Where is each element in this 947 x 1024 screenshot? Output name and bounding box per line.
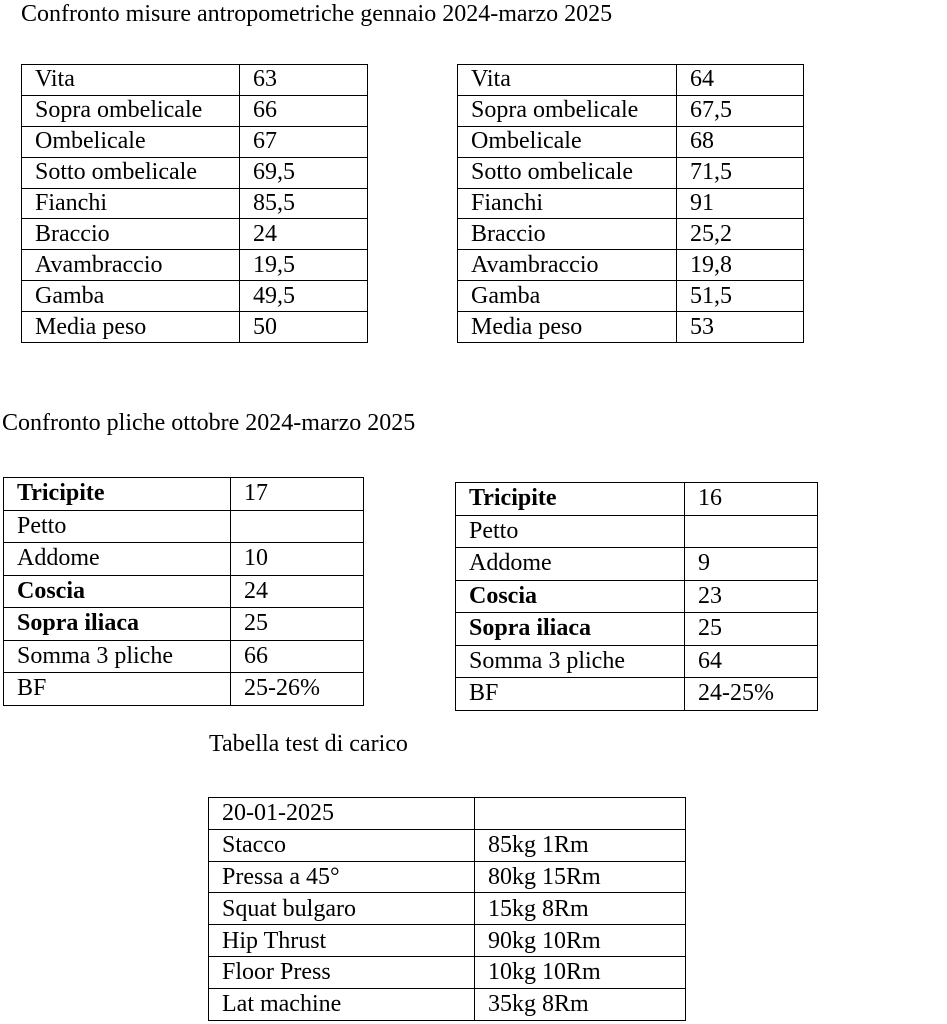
row-value: 51,5	[677, 281, 804, 312]
row-value: 19,5	[240, 250, 368, 281]
row-value: 66	[240, 95, 368, 126]
row-label: Coscia	[4, 575, 231, 608]
table-row	[209, 925, 686, 957]
table-row	[22, 312, 368, 343]
row-label: Ombelicale	[458, 126, 677, 157]
table-row	[22, 95, 368, 126]
row-label: Ombelicale	[22, 126, 240, 157]
row-value: 10kg 10Rm	[475, 956, 686, 988]
table-row	[22, 157, 368, 188]
row-value: 35kg 8Rm	[475, 988, 686, 1020]
table-row	[22, 250, 368, 281]
table-row	[458, 95, 804, 126]
row-label: Media peso	[458, 312, 677, 343]
row-value: 90kg 10Rm	[475, 925, 686, 957]
table-row	[4, 608, 364, 641]
table-row	[458, 281, 804, 312]
row-value: 19,8	[677, 250, 804, 281]
table-row	[458, 65, 804, 96]
row-label: Stacco	[209, 829, 475, 861]
row-label: Braccio	[22, 219, 240, 250]
table-row	[4, 478, 364, 511]
table-row	[458, 157, 804, 188]
table-row	[209, 798, 686, 830]
row-value: 25-26%	[231, 673, 364, 706]
row-label: Addome	[4, 543, 231, 576]
row-label: Somma 3 pliche	[456, 645, 685, 678]
skinfolds-table-oct-2024	[3, 477, 364, 706]
row-value: 68	[677, 126, 804, 157]
table-row	[22, 219, 368, 250]
load-test-table	[208, 797, 686, 1021]
row-value: 24	[240, 219, 368, 250]
row-value	[475, 798, 686, 830]
table-row	[4, 575, 364, 608]
row-value: 85,5	[240, 188, 368, 219]
row-label: Tricipite	[4, 478, 231, 511]
row-value: 10	[231, 543, 364, 576]
row-label: Sopra iliaca	[456, 613, 685, 646]
row-label: Media peso	[22, 312, 240, 343]
row-value: 53	[677, 312, 804, 343]
row-value: 64	[685, 645, 818, 678]
row-label: Hip Thrust	[209, 925, 475, 957]
table-row	[209, 829, 686, 861]
row-label: Sotto ombelicale	[22, 157, 240, 188]
section1-title: Confronto misure antropometriche gennaio 2024-marzo 2025	[21, 1, 613, 27]
row-label: Avambraccio	[458, 250, 677, 281]
row-value: 50	[240, 312, 368, 343]
table-row	[458, 312, 804, 343]
row-label: Vita	[458, 65, 677, 96]
row-label: Gamba	[22, 281, 240, 312]
row-label: Somma 3 pliche	[4, 640, 231, 673]
row-value: 91	[677, 188, 804, 219]
table-row	[456, 483, 818, 516]
row-label: Vita	[22, 65, 240, 96]
table-row	[456, 645, 818, 678]
table-row	[209, 988, 686, 1020]
measurements-table-jan-2024	[21, 64, 368, 343]
row-value: 49,5	[240, 281, 368, 312]
table-row	[4, 673, 364, 706]
skinfolds-table-mar-2025	[455, 482, 818, 711]
row-value	[685, 515, 818, 548]
row-value: 17	[231, 478, 364, 511]
row-value: 63	[240, 65, 368, 96]
row-value	[231, 510, 364, 543]
row-value: 15kg 8Rm	[475, 893, 686, 925]
row-value: 23	[685, 580, 818, 613]
row-label: BF	[4, 673, 231, 706]
row-label: 20-01-2025	[209, 798, 475, 830]
table-row	[456, 678, 818, 711]
row-label: Lat machine	[209, 988, 475, 1020]
table-row	[458, 250, 804, 281]
table-row	[209, 956, 686, 988]
table-row	[4, 543, 364, 576]
row-label: Fianchi	[22, 188, 240, 219]
section3-title: Tabella test di carico	[209, 731, 408, 757]
row-label: Avambraccio	[22, 250, 240, 281]
table-row	[22, 126, 368, 157]
table-row	[458, 188, 804, 219]
table-row	[456, 515, 818, 548]
row-label: Sopra iliaca	[4, 608, 231, 641]
row-label: Sopra ombelicale	[458, 95, 677, 126]
row-value: 24-25%	[685, 678, 818, 711]
table-row	[458, 219, 804, 250]
row-label: Coscia	[456, 580, 685, 613]
measurements-table-mar-2025	[457, 64, 804, 343]
row-label: Addome	[456, 548, 685, 581]
table-row	[4, 640, 364, 673]
row-label: Pressa a 45°	[209, 861, 475, 893]
table-row	[456, 613, 818, 646]
table-row	[4, 510, 364, 543]
row-label: Squat bulgaro	[209, 893, 475, 925]
section2-title: Confronto pliche ottobre 2024-marzo 2025	[2, 410, 416, 436]
row-label: Petto	[4, 510, 231, 543]
row-label: Gamba	[458, 281, 677, 312]
row-value: 16	[685, 483, 818, 516]
row-value: 25	[685, 613, 818, 646]
table-row	[456, 580, 818, 613]
row-value: 25,2	[677, 219, 804, 250]
row-value: 67	[240, 126, 368, 157]
row-label: Petto	[456, 515, 685, 548]
row-value: 66	[231, 640, 364, 673]
row-value: 24	[231, 575, 364, 608]
table-row	[22, 281, 368, 312]
row-value: 71,5	[677, 157, 804, 188]
row-value: 85kg 1Rm	[475, 829, 686, 861]
row-value: 67,5	[677, 95, 804, 126]
row-value: 25	[231, 608, 364, 641]
row-label: Tricipite	[456, 483, 685, 516]
row-value: 9	[685, 548, 818, 581]
row-label: Floor Press	[209, 956, 475, 988]
row-value: 69,5	[240, 157, 368, 188]
row-label: BF	[456, 678, 685, 711]
table-row	[209, 861, 686, 893]
row-label: Fianchi	[458, 188, 677, 219]
row-label: Sopra ombelicale	[22, 95, 240, 126]
table-row	[22, 188, 368, 219]
row-label: Braccio	[458, 219, 677, 250]
row-label: Sotto ombelicale	[458, 157, 677, 188]
table-row	[458, 126, 804, 157]
row-value: 80kg 15Rm	[475, 861, 686, 893]
table-row	[22, 65, 368, 96]
row-value: 64	[677, 65, 804, 96]
table-row	[209, 893, 686, 925]
table-row	[456, 548, 818, 581]
